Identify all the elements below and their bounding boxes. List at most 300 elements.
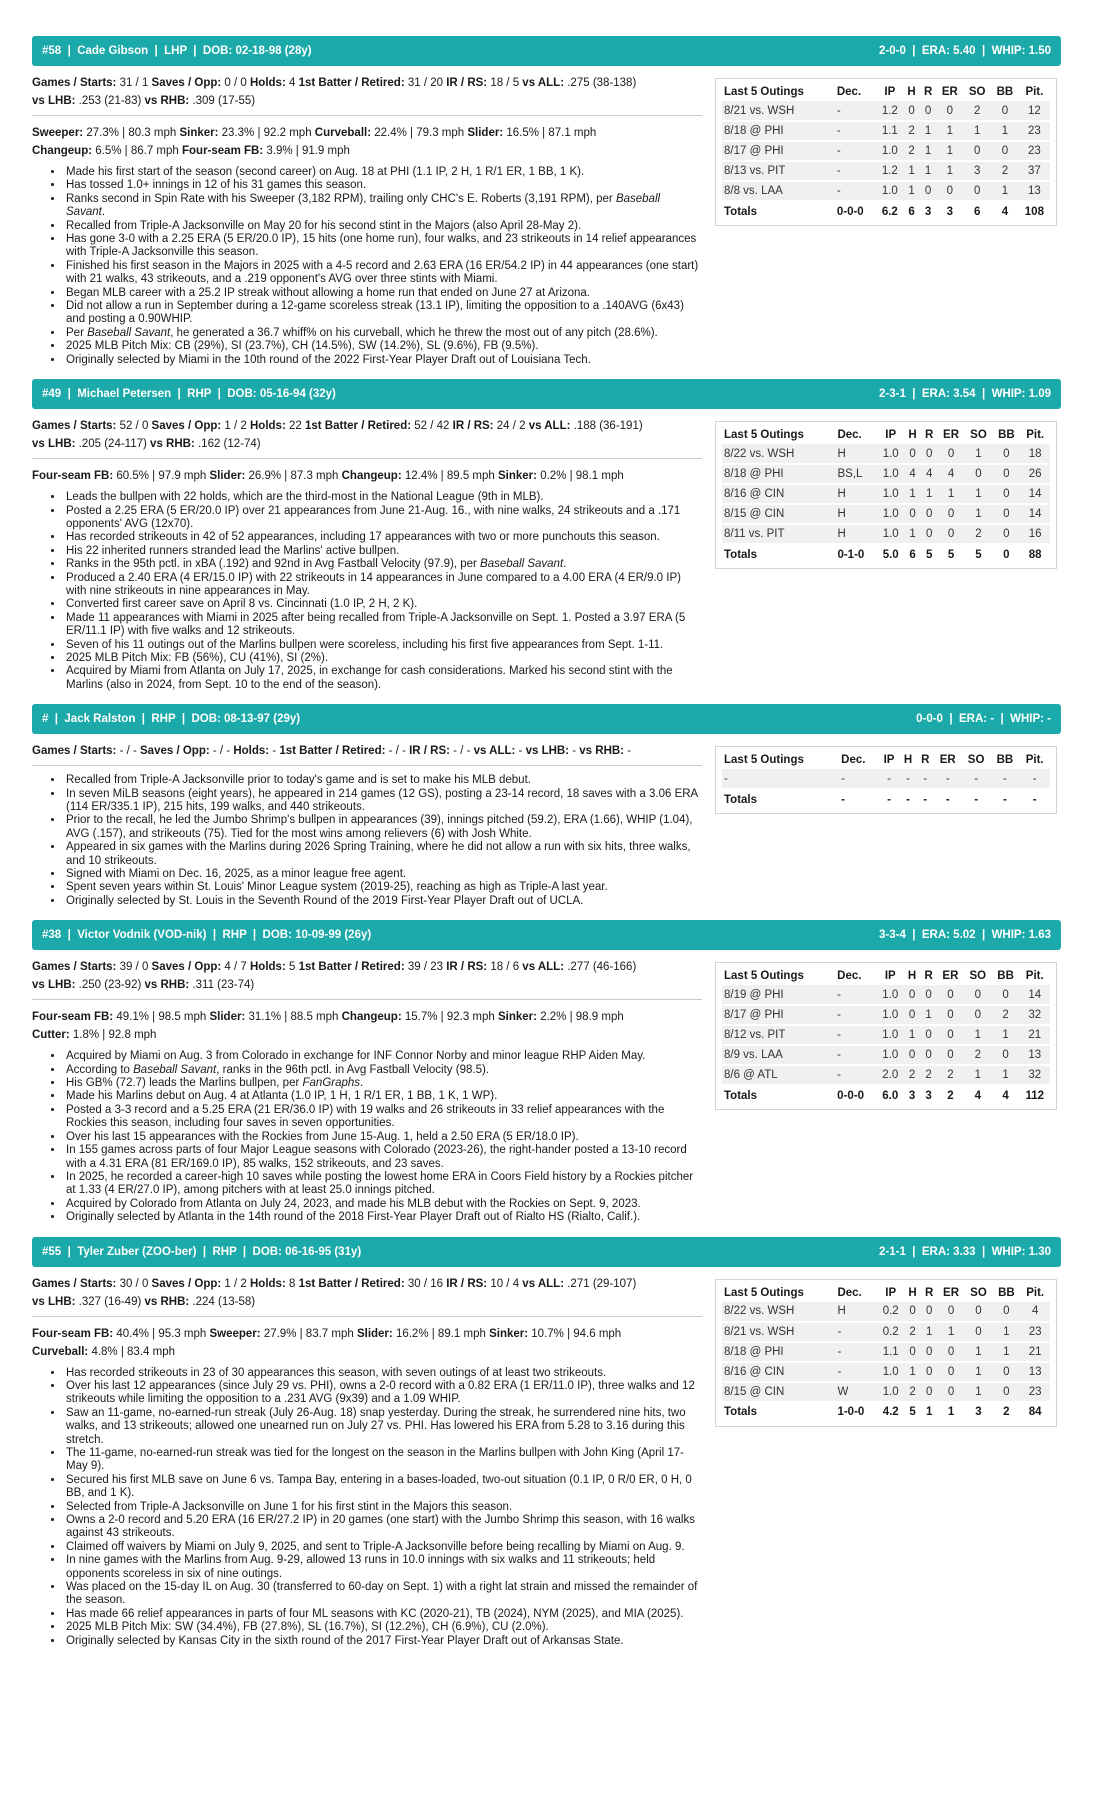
outing-cell: 23 bbox=[1020, 1382, 1050, 1402]
outing-cell: 1 bbox=[904, 524, 921, 544]
note-item: • Over his last 15 appearances with the Rockies from June 15-Aug. 1, held a 2.50 ERA (5 ER/18.0 IP). bbox=[64, 1131, 702, 1144]
outing-cell: 37 bbox=[1019, 161, 1050, 181]
column-header: Pit. bbox=[1026, 429, 1045, 442]
outing-cell: 1 bbox=[965, 444, 993, 464]
outing-cell: - bbox=[835, 101, 877, 121]
outing-cell: 0 bbox=[963, 181, 991, 201]
totals-cell: 0 bbox=[1003, 548, 1010, 561]
totals-cell: Totals bbox=[724, 205, 758, 218]
outing-cell: 8/6 @ ATL bbox=[722, 1065, 835, 1085]
outing-totals-row bbox=[722, 1085, 1050, 1105]
note-item: • Was placed on the 15-day IL on Aug. 30 (transferred to 60-day on Sept. 1) with a right lat strain and missed the remainder of the season. bbox=[64, 1581, 702, 1608]
pitch-mix-line: Four-seam FB: 49.1% | 98.5 mph Slider: 31.1% | 88.5 mph Changeup: 15.7% | 92.3 mph Sinker: 2.2% | 98.9 mph bbox=[32, 1011, 624, 1024]
column-header: BB bbox=[996, 86, 1014, 98]
outing-row bbox=[722, 504, 1050, 524]
separator: | bbox=[975, 388, 992, 401]
player-record: 2-1-1 bbox=[879, 1245, 906, 1258]
player-header bbox=[32, 920, 1061, 950]
outing-cell: 1.0 bbox=[877, 1025, 904, 1045]
outing-cell: 0 bbox=[920, 985, 937, 1005]
player-number: #55 bbox=[42, 1245, 62, 1258]
totals-cell: 3 bbox=[946, 205, 954, 218]
outing-cell: 2 bbox=[965, 524, 993, 544]
separator: | bbox=[171, 388, 188, 401]
outing-cell: 1 bbox=[920, 141, 937, 161]
outing-cell: 2 bbox=[937, 1065, 964, 1085]
outing-cell: - bbox=[917, 769, 934, 789]
player-dob: DOB: 10-09-99 (26y) bbox=[262, 929, 372, 942]
outing-totals-row bbox=[722, 789, 1050, 809]
divider bbox=[32, 458, 702, 459]
totals-cell: 6.2 bbox=[881, 205, 898, 218]
outing-cell: 3 bbox=[963, 161, 991, 181]
totals-cell: 6 bbox=[908, 205, 915, 218]
outing-row bbox=[722, 161, 1050, 181]
note-item: • Per Baseball Savant, he generated a 36.7 whiff% on his curveball, which he threw the most out of any pitch (28.6%). bbox=[64, 327, 702, 340]
separator: | bbox=[61, 929, 78, 942]
outing-cell: 21 bbox=[1020, 1025, 1051, 1045]
totals-cell: 5 bbox=[909, 1406, 916, 1419]
outing-cell: 1 bbox=[921, 484, 938, 504]
outing-cell: 4 bbox=[904, 464, 921, 484]
column-header: Dec. bbox=[837, 429, 862, 442]
outing-cell: 0 bbox=[992, 504, 1020, 524]
player-header bbox=[32, 1237, 1061, 1267]
player-number: #38 bbox=[42, 929, 62, 942]
separator: | bbox=[148, 45, 165, 57]
outing-cell: 2 bbox=[964, 1045, 992, 1065]
column-header: BB bbox=[998, 1286, 1015, 1299]
separator: | bbox=[905, 929, 922, 942]
outing-cell: - bbox=[835, 1362, 877, 1382]
totals-cell: Totals bbox=[724, 1406, 758, 1419]
player-card bbox=[32, 1237, 1061, 1649]
totals-cell: 1 bbox=[947, 1406, 955, 1419]
outing-cell: 23 bbox=[1019, 121, 1050, 141]
outing-cell: 16 bbox=[1020, 524, 1050, 544]
totals-cell: - bbox=[887, 793, 891, 806]
pitch-mix-line: Changeup: 6.5% | 86.7 mph Four-seam FB: 3.9% | 91.9 mph bbox=[32, 145, 350, 157]
outing-cell: - bbox=[835, 161, 877, 181]
separator: | bbox=[905, 1245, 922, 1258]
player-throws: RHP bbox=[222, 929, 247, 942]
note-item: • Signed with Miami on Dec. 16, 2025, as a minor league free agent. bbox=[64, 868, 702, 881]
player-dob: DOB: 02-18-98 (28y) bbox=[202, 45, 312, 57]
outing-cell: 1 bbox=[921, 1322, 938, 1342]
note-item: • Owns a 2-0 record and 5.20 ERA (16 ER/27.2 IP) in 20 games (one start) with the Jumbo Shrimp this season, with 16 walks against 43 strikeouts. bbox=[64, 1514, 702, 1541]
player-body bbox=[32, 958, 1061, 1224]
outing-cell: 1 bbox=[904, 484, 921, 504]
outing-cell: 14 bbox=[1020, 504, 1050, 524]
separator: | bbox=[994, 713, 1011, 726]
separator: | bbox=[61, 388, 78, 401]
outing-cell: 13 bbox=[1020, 1045, 1051, 1065]
player-number: #49 bbox=[42, 388, 62, 401]
outing-cell: 8/9 vs. LAA bbox=[722, 1045, 835, 1065]
outing-cell: 1 bbox=[936, 121, 963, 141]
column-header: Dec. bbox=[841, 754, 866, 767]
outing-row bbox=[722, 985, 1050, 1005]
totals-cell: 3 bbox=[975, 1406, 982, 1419]
outing-cell: - bbox=[839, 769, 879, 789]
column-header: R bbox=[925, 429, 934, 442]
note-item: • In 2025, he recorded a career-high 10 saves while posting the lowest home ERA in Coors Field history by a Rockies pitcher at 1.33 (4 ER/27.0 IP), among pitchers with at least 25.0 innings pitched. bbox=[64, 1171, 702, 1198]
column-header: H bbox=[907, 970, 917, 983]
note-item: • Originally selected by Miami in the 10th round of the 2022 First-Year Player Draft out of Louisiana Tech. bbox=[64, 354, 702, 367]
separator: | bbox=[975, 929, 992, 942]
player-dob: DOB: 05-16-94 (32y) bbox=[227, 388, 336, 401]
notes-list bbox=[64, 1050, 702, 1224]
outing-cell: 0 bbox=[938, 1362, 965, 1382]
note-item: • Saw an 11-game, no-earned-run streak (July 26-Aug. 18) snap yesterday. During the streak, he surrendered nine hits, two walks, and 13 strikeouts; allowed one unearned run on July 27 vs. PHI. Has lowered his ERA from 5.28 to 3.16 during this stretch. bbox=[64, 1407, 702, 1447]
outing-cell: 8/18 @ PHI bbox=[722, 1342, 835, 1362]
outing-cell: 1.0 bbox=[877, 504, 904, 524]
outing-cell: 0 bbox=[992, 1362, 1020, 1382]
note-item: • Began MLB career with a 25.2 IP streak without allowing a home run that ended on June 27 at Arizona. bbox=[64, 287, 702, 300]
outing-cell: 0 bbox=[992, 1045, 1020, 1065]
note-item: • In nine games with the Marlins from Aug. 9-29, allowed 13 runs in 10.0 innings with six walks and 11 strikeouts; held opponents scoreless in six of nine outings. bbox=[64, 1554, 702, 1581]
totals-cell: - bbox=[1032, 793, 1037, 806]
outing-cell: 1 bbox=[936, 161, 963, 181]
outing-cell: 1 bbox=[991, 121, 1019, 141]
separator: | bbox=[942, 713, 959, 726]
note-item: • Has recorded strikeouts in 23 of 30 appearances this season, with seven outings of at least two strikeouts. bbox=[64, 1367, 702, 1380]
note-item: • Recalled from Triple-A Jacksonville on May 20 for his second stint in the Majors (also April 28-May 2). bbox=[64, 220, 702, 233]
outing-cell: - bbox=[879, 769, 900, 789]
outing-cell: 0 bbox=[992, 1302, 1020, 1322]
pitch-mix bbox=[32, 467, 702, 485]
note-item: • Appeared in six games with the Marlins during 2026 Spring Training, where he did not allow a run with six hits, three walks, and 10 strikeouts. bbox=[64, 841, 702, 868]
separator: | bbox=[905, 45, 922, 57]
stat-line-primary: Games / Starts: 31 / 1 Saves / Opp: 0 / 0 Holds: 4 1st Batter / Retired: 31 / 20 IR / RS: 18 / 5 vs ALL: .275 (38-138) bbox=[32, 77, 637, 89]
outing-cell: 8/22 vs. WSH bbox=[722, 1302, 835, 1322]
outing-cell: 8/16 @ CIN bbox=[722, 484, 835, 504]
outing-cell: 1 bbox=[920, 161, 937, 181]
pitch-mix-line: Four-seam FB: 40.4% | 95.3 mph Sweeper: 27.9% | 83.7 mph Slider: 16.2% | 89.1 mph Sinker: 10.7% | 94.6 mph bbox=[32, 1327, 622, 1340]
outing-row bbox=[722, 1302, 1050, 1322]
player-throws: RHP bbox=[187, 388, 212, 401]
outing-cell: 1.0 bbox=[876, 181, 903, 201]
note-item: • Converted first career save on April 8 vs. Cincinnati (1.0 IP, 2 H, 2 K). bbox=[64, 598, 702, 611]
outing-cell: 8/19 @ PHI bbox=[722, 985, 835, 1005]
outing-cell: BS,L bbox=[835, 464, 877, 484]
outing-cell: 32 bbox=[1020, 1065, 1051, 1085]
column-header: R bbox=[925, 1286, 934, 1299]
player-whip: WHIP: 1.09 bbox=[991, 388, 1051, 401]
column-header: H bbox=[903, 754, 913, 767]
player-era: ERA: - bbox=[958, 713, 995, 726]
player-number: #58 bbox=[42, 45, 62, 57]
outing-cell: 1 bbox=[965, 1382, 993, 1402]
player-body bbox=[32, 742, 1061, 908]
outing-cell: 8/17 @ PHI bbox=[722, 1005, 835, 1025]
note-item: • Seven of his 11 outings out of the Marlins bullpen were scoreless, including his first five appearances from Sept. 1-11. bbox=[64, 639, 702, 652]
player-header bbox=[32, 704, 1061, 734]
player-number: # bbox=[42, 713, 49, 726]
pitch-mix-line: Four-seam FB: 60.5% | 97.9 mph Slider: 26.9% | 87.3 mph Changeup: 12.4% | 89.5 mph Sinker: 0.2% | 98.1 mph bbox=[32, 470, 624, 483]
outing-cell: 13 bbox=[1019, 181, 1050, 201]
outing-cell: 0 bbox=[921, 504, 938, 524]
outing-cell: 0 bbox=[921, 1382, 938, 1402]
player-throws: RHP bbox=[212, 1245, 237, 1258]
outing-cell: 0 bbox=[920, 101, 937, 121]
outing-cell: 1.1 bbox=[876, 121, 903, 141]
note-item: • Originally selected by Atlanta in the 14th round of the 2018 First-Year Player Draft out of Rialto HS (Rialto, Calif.). bbox=[64, 1211, 702, 1224]
column-header: Last 5 Outings bbox=[724, 86, 804, 98]
outing-cell: 1 bbox=[903, 161, 920, 181]
outing-cell: 1 bbox=[965, 504, 993, 524]
note-item: • 2025 MLB Pitch Mix: SW (34.4%), FB (27.8%), SL (16.7%), SI (12.2%), CH (6.9%), CU (2.0%). bbox=[64, 1621, 702, 1634]
note-item: • Did not allow a run in September during a 12-game scoreless streak (13.1 IP), limiting the opposition to a .140AVG (6x43) and posting a 0.90WHIP. bbox=[64, 300, 702, 327]
outing-row bbox=[722, 141, 1050, 161]
totals-cell: - bbox=[923, 793, 928, 806]
outing-cell: H bbox=[835, 1302, 877, 1322]
outing-cell: 1.0 bbox=[877, 985, 904, 1005]
outing-cell: 0 bbox=[936, 181, 963, 201]
player-header bbox=[32, 379, 1061, 409]
outing-cell: 0 bbox=[920, 1045, 937, 1065]
totals-cell: 112 bbox=[1025, 1089, 1045, 1102]
outing-cell: 0 bbox=[921, 1302, 938, 1322]
outing-cell: 1.1 bbox=[877, 1342, 904, 1362]
column-header: ER bbox=[939, 754, 956, 767]
outing-cell: 8/18 @ PHI bbox=[722, 464, 835, 484]
note-item: • Originally selected by Kansas City in the sixth round of the 2017 First-Year Player Draft out of Arkansas State. bbox=[64, 1635, 702, 1648]
column-header: IP bbox=[884, 970, 896, 983]
player-card bbox=[32, 920, 1061, 1224]
divider bbox=[32, 1316, 702, 1317]
outing-totals-row bbox=[722, 544, 1050, 564]
outing-cell: 13 bbox=[1020, 1362, 1050, 1382]
separator: | bbox=[61, 45, 78, 57]
player-record: 2-3-1 bbox=[879, 388, 906, 401]
column-header: Dec. bbox=[837, 970, 862, 983]
outing-cell: 1 bbox=[904, 1025, 921, 1045]
outing-cell: 2.0 bbox=[877, 1065, 904, 1085]
outing-row bbox=[722, 769, 1050, 789]
totals-cell: Totals bbox=[724, 1089, 758, 1102]
note-item: • Selected from Triple-A Jacksonville on June 1 for his first stint in the Majors this season. bbox=[64, 1501, 702, 1514]
totals-cell: 4 bbox=[1001, 205, 1009, 218]
column-header: BB bbox=[997, 970, 1014, 983]
outing-row bbox=[722, 1025, 1050, 1045]
player-era: ERA: 5.02 bbox=[921, 929, 976, 942]
outing-cell: 1 bbox=[992, 1342, 1020, 1362]
outing-cell: 14 bbox=[1020, 985, 1051, 1005]
note-item: • 2025 MLB Pitch Mix: FB (56%), CU (41%), SI (2%). bbox=[64, 652, 702, 665]
pitch-mix bbox=[32, 1325, 702, 1361]
outing-cell: - bbox=[835, 1005, 877, 1025]
column-header: Last 5 Outings bbox=[724, 1286, 804, 1299]
outing-cell: 0 bbox=[992, 1382, 1020, 1402]
player-whip: WHIP: 1.50 bbox=[991, 45, 1051, 57]
column-header: Last 5 Outings bbox=[724, 429, 804, 442]
totals-cell: 2 bbox=[1003, 1406, 1010, 1419]
note-item: • Acquired by Colorado from Atlanta on July 24, 2023, and made his MLB debut with the Rockies on Sept. 9, 2023. bbox=[64, 1198, 702, 1211]
player-name: Jack Ralston bbox=[64, 713, 136, 726]
stat-line-splits: vs LHB: .205 (24-117) vs RHB: .162 (12-74) bbox=[32, 438, 261, 451]
player-card bbox=[32, 704, 1061, 908]
column-header: R bbox=[923, 86, 933, 98]
outing-cell: 0 bbox=[992, 484, 1020, 504]
outing-row bbox=[722, 524, 1050, 544]
note-item: • Over his last 12 appearances (since July 29 vs. PHI), owns a 2-0 record with a 0.82 ERA (1 ER/11.0 IP), three walks and 12 strikeouts while limiting the opposition to a .231 AVG (9x39) and a 1.09 WHIP. bbox=[64, 1380, 702, 1407]
outing-row bbox=[722, 1065, 1050, 1085]
totals-cell: 6.0 bbox=[882, 1089, 899, 1102]
stat-line-primary: Games / Starts: 52 / 0 Saves / Opp: 1 / 2 Holds: 22 1st Batter / Retired: 52 / 42 IR / RS: 24 / 2 vs ALL: .188 (36-191) bbox=[32, 420, 643, 433]
totals-cell: 3 bbox=[925, 1089, 932, 1102]
note-item: • Has made 66 relief appearances in parts of four ML seasons with KC (2020-21), TB (2024), NYM (2025), and MIA (2025). bbox=[64, 1608, 702, 1621]
outing-cell: 1 bbox=[992, 1322, 1020, 1342]
column-header: Pit. bbox=[1025, 970, 1044, 983]
column-header: ER bbox=[943, 429, 960, 442]
separator: | bbox=[135, 713, 152, 726]
outing-row bbox=[722, 1045, 1050, 1065]
pitch-mix-line: Sweeper: 27.3% | 80.3 mph Sinker: 23.3% | 92.2 mph Curveball: 22.4% | 79.3 mph Slider: 16.5% | 87.1 mph bbox=[32, 127, 597, 139]
totals-cell: 5.0 bbox=[882, 548, 899, 561]
player-era: ERA: 3.33 bbox=[921, 1245, 976, 1258]
outing-cell: 0 bbox=[965, 1302, 993, 1322]
outing-cell: - bbox=[722, 769, 839, 789]
separator: | bbox=[211, 388, 228, 401]
outing-cell: 0 bbox=[904, 985, 921, 1005]
separator: | bbox=[175, 713, 192, 726]
outing-cell: 0 bbox=[991, 101, 1019, 121]
outing-cell: 0 bbox=[938, 504, 965, 524]
player-name: Victor Vodnik (VOD-nik) bbox=[77, 929, 207, 942]
column-header: BB bbox=[998, 429, 1015, 442]
note-item: • His GB% (72.7) leads the Marlins bullpen, per FanGraphs. bbox=[64, 1077, 702, 1090]
outing-cell: 2 bbox=[992, 1005, 1020, 1025]
column-header: IP bbox=[883, 754, 895, 767]
note-item: • Has tossed 1.0+ innings in 12 of his 31 games this season. bbox=[64, 179, 702, 192]
outing-cell: 0 bbox=[921, 1362, 938, 1382]
column-header: Last 5 Outings bbox=[724, 970, 804, 983]
outing-cell: 8/22 vs. WSH bbox=[722, 444, 835, 464]
outing-cell: 1 bbox=[903, 181, 920, 201]
outing-cell: 0 bbox=[938, 1302, 965, 1322]
outing-cell: 8/15 @ CIN bbox=[722, 1382, 835, 1402]
note-item: • The 11-game, no-earned-run streak was tied for the longest on the season in the Marlins bullpen with John King (April 17-May 9). bbox=[64, 1447, 702, 1474]
outing-row bbox=[722, 121, 1050, 141]
outing-cell: 4 bbox=[1020, 1302, 1050, 1322]
totals-cell: 5 bbox=[925, 548, 933, 561]
totals-cell: 2 bbox=[947, 1089, 954, 1102]
outing-cell: 0 bbox=[963, 141, 991, 161]
outing-cell: 32 bbox=[1020, 1005, 1051, 1025]
player-throws: RHP bbox=[151, 713, 176, 726]
column-header: H bbox=[908, 429, 917, 442]
player-whip: WHIP: 1.63 bbox=[991, 929, 1051, 942]
outing-cell: 0.2 bbox=[877, 1322, 904, 1342]
outing-cell: 0 bbox=[904, 504, 921, 524]
outing-cell: 2 bbox=[963, 101, 991, 121]
separator: | bbox=[206, 929, 223, 942]
outing-cell: 0 bbox=[992, 985, 1020, 1005]
column-header: ER bbox=[943, 1286, 960, 1299]
last-5-outings-table bbox=[715, 421, 1057, 569]
outing-cell: - bbox=[835, 1342, 877, 1362]
outing-cell: 18 bbox=[1020, 444, 1050, 464]
stat-line-primary: Games / Starts: 39 / 0 Saves / Opp: 4 / 7 Holds: 5 1st Batter / Retired: 39 / 23 IR / RS: 18 / 6 vs ALL: .277 (46-166) bbox=[32, 961, 637, 974]
note-item: • In seven MiLB seasons (eight years), he appeared in 214 games (12 GS), posting a 23-14 record, 18 saves with a 3.06 ERA (114 ER/335.1 IP), 215 hits, 199 walks, and 440 strikeouts. bbox=[64, 788, 702, 815]
outing-cell: 0 bbox=[904, 1302, 921, 1322]
outing-cell: 0 bbox=[920, 1025, 937, 1045]
outing-totals-row bbox=[722, 201, 1050, 221]
player-throws: LHP bbox=[164, 45, 187, 57]
outing-cell: H bbox=[835, 524, 877, 544]
player-whip: WHIP: 1.30 bbox=[991, 1245, 1051, 1258]
outing-cell: H bbox=[835, 504, 877, 524]
totals-cell: 108 bbox=[1024, 205, 1044, 218]
outing-row bbox=[722, 1382, 1050, 1402]
note-item: • Made his first start of the season (second career) on Aug. 18 at PHI (1.1 IP, 2 H, 1 R/1 ER, 1 BB, 1 K). bbox=[64, 166, 702, 179]
outing-cell: 0 bbox=[938, 524, 965, 544]
stat-line-primary: Games / Starts: - / - Saves / Opp: - / - Holds: - 1st Batter / Retired: - / - IR / RS: - / - vs ALL: - vs LHB: - vs RHB: - bbox=[32, 745, 632, 758]
totals-cell: 4 bbox=[974, 1089, 981, 1102]
outing-cell: 1 bbox=[992, 1025, 1020, 1045]
pitch-mix bbox=[32, 124, 702, 160]
outing-cell: 1 bbox=[992, 1065, 1020, 1085]
player-era: ERA: 5.40 bbox=[921, 45, 976, 57]
outing-cell: 0 bbox=[992, 444, 1020, 464]
player-body bbox=[32, 74, 1061, 367]
outing-cell: 2 bbox=[903, 121, 920, 141]
outing-cell: - bbox=[835, 121, 877, 141]
player-record: 3-3-4 bbox=[879, 929, 906, 942]
outing-row bbox=[722, 484, 1050, 504]
column-header: H bbox=[908, 1286, 917, 1299]
outing-cell: 0 bbox=[921, 1342, 938, 1362]
note-item: • Finished his first season in the Majors in 2025 with a 4-5 record and 2.63 ERA (16 ER/54.2 IP) in 44 appearances (one start) with 21 walks, 43 strikeouts, and a .219 opponent's AVG over three stints with Miami. bbox=[64, 260, 702, 287]
pitch-mix-line: Cutter: 1.8% | 92.8 mph bbox=[32, 1029, 157, 1042]
outing-cell: 1 bbox=[991, 181, 1019, 201]
player-dob: DOB: 06-16-95 (31y) bbox=[252, 1245, 362, 1258]
outing-cell: 1 bbox=[938, 484, 965, 504]
separator: | bbox=[186, 45, 203, 57]
outing-cell: 0 bbox=[992, 464, 1020, 484]
outing-cell: 0 bbox=[937, 1045, 964, 1065]
outing-cell: 12 bbox=[1019, 101, 1050, 121]
outing-cell: 0 bbox=[965, 1322, 993, 1342]
totals-cell: 0-0-0 bbox=[836, 205, 864, 218]
outing-cell: 0 bbox=[937, 1005, 964, 1025]
totals-cell: - bbox=[974, 793, 979, 806]
totals-cell: 6 bbox=[973, 205, 981, 218]
outing-cell: 1.0 bbox=[877, 464, 904, 484]
outing-cell: 2 bbox=[991, 161, 1019, 181]
pitch-mix-line: Curveball: 4.8% | 83.4 mph bbox=[32, 1345, 175, 1358]
note-item: • Acquired by Miami on Aug. 3 from Colorado in exchange for INF Connor Norby and minor league RHP Aiden May. bbox=[64, 1050, 702, 1063]
outing-cell: 26 bbox=[1020, 464, 1050, 484]
note-item: • Spent seven years within St. Louis' Minor League system (2019-25), reaching as high as Triple-A last year. bbox=[64, 881, 702, 894]
column-header: SO bbox=[968, 86, 986, 98]
outing-cell: 2 bbox=[903, 141, 920, 161]
stat-line-splits: vs LHB: .253 (21-83) vs RHB: .309 (17-55) bbox=[32, 95, 256, 107]
outing-cell: - bbox=[962, 769, 991, 789]
outing-row bbox=[722, 1362, 1050, 1382]
totals-cell: 4.2 bbox=[882, 1406, 899, 1419]
column-header: R bbox=[921, 754, 930, 767]
notes-list bbox=[64, 491, 702, 692]
separator: | bbox=[236, 1245, 253, 1258]
totals-cell: 5 bbox=[975, 548, 982, 561]
column-header: Pit. bbox=[1026, 1286, 1045, 1299]
outing-row bbox=[722, 464, 1050, 484]
outing-cell: 8/21 vs. WSH bbox=[722, 1322, 835, 1342]
outing-cell: 4 bbox=[938, 464, 965, 484]
outing-cell: 0 bbox=[904, 1342, 921, 1362]
